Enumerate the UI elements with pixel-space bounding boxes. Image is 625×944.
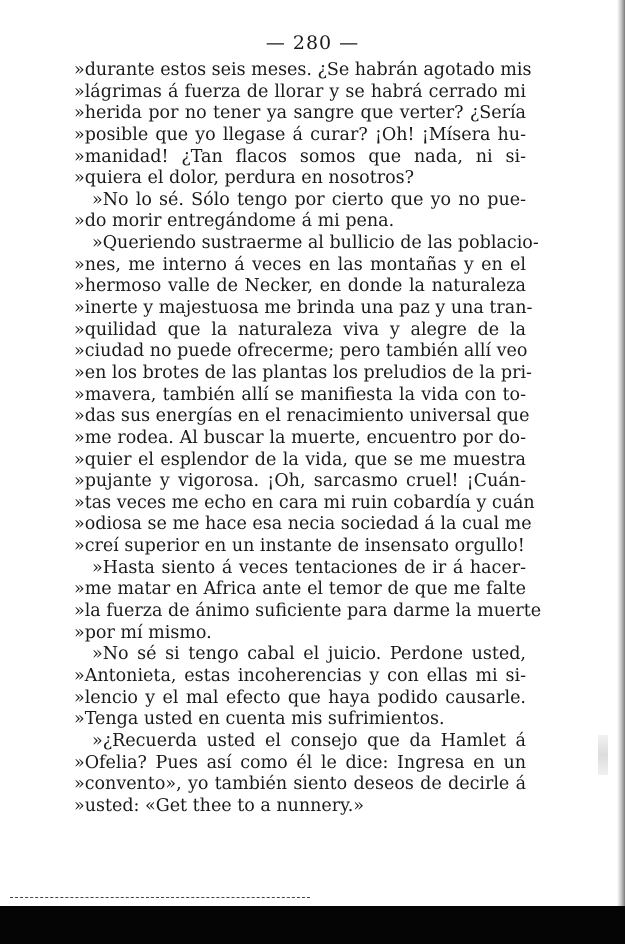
text-line: »quier el esplendor de la vida, que se me muestra xyxy=(74,449,526,470)
text-line: »en los brotes de las plantas los preludios de la pri- xyxy=(74,362,532,383)
text-line: »quilidad que la naturaleza viva y alegre de la xyxy=(74,319,526,340)
text-line: »odiosa se me hace esa necia sociedad á la cual me xyxy=(74,514,532,535)
page-edge-shadow xyxy=(617,0,625,906)
text-line: »usted: «Get thee to a nunnery.» xyxy=(74,795,364,816)
scan-border xyxy=(0,906,625,944)
text-line: »posible que yo llegase á curar? ¡Oh! ¡Mísera hu- xyxy=(74,124,526,145)
text-line: »inerte y majestuosa me brinda una paz y una tran- xyxy=(74,298,533,319)
letter-text xyxy=(74,60,542,817)
text-line: »hermoso valle de Necker, en donde la naturaleza xyxy=(74,276,526,297)
text-line: »la fuerza de ánimo suficiente para darme la muerte xyxy=(74,601,542,622)
text-line: »No sé si tengo cabal el juicio. Perdone usted, xyxy=(92,644,526,665)
text-line: »lencio y el mal efecto que haya podido causarle. xyxy=(74,687,526,708)
text-line: »me matar en Africa ante el temor de que me falte xyxy=(74,579,526,600)
scan-smudge xyxy=(598,735,608,775)
text-line: »Hasta siento á veces tentaciones de ir á hacer- xyxy=(92,557,526,578)
text-line: »ciudad no puede ofrecerme; pero también allí veo xyxy=(74,341,528,362)
text-line: »herida por no tener ya sangre que verter? ¿Sería xyxy=(74,103,526,124)
text-line: »manidad! ¿Tan flacos somos que nada, ni si- xyxy=(74,146,526,167)
text-line: »creí superior en un instante de insensato orgullo! xyxy=(74,536,525,557)
text-line: »pujante y vigorosa. ¡Oh, sarcasmo cruel! ¡Cuán- xyxy=(74,471,526,492)
text-line: »do morir entregándome á mi pena. xyxy=(74,211,395,232)
text-line: »Tenga usted en cuenta mis sufrimientos. xyxy=(74,709,445,730)
text-line: »Queriendo sustraerme al bullicio de las poblacio- xyxy=(92,233,539,254)
text-line: »tas veces me echo en cara mi ruin cobardía y cuán xyxy=(74,492,535,513)
scan-artifact-line xyxy=(10,897,310,901)
text-line: »Ofelia? Pues así como él le dice: Ingresa en un xyxy=(74,752,526,773)
text-line: »No lo sé. Sólo tengo por cierto que yo no pue- xyxy=(92,189,526,210)
text-line: »¿Recuerda usted el consejo que da Hamlet á xyxy=(92,730,526,751)
text-line: »convento», yo también siento deseos de decirle á xyxy=(74,774,526,795)
text-line: »das sus energías en el renacimiento universal que xyxy=(74,406,530,427)
text-line: »por mí mismo. xyxy=(74,622,212,643)
text-line: »quiera el dolor, perdura en nosotros? xyxy=(74,168,415,189)
text-line: »mavera, también allí se manifiesta la vida con to- xyxy=(74,384,526,405)
text-line: »lágrimas á fuerza de llorar y se habrá cerrado mi xyxy=(74,81,526,102)
text-line: »durante estos seis meses. ¿Se habrán agotado mis xyxy=(74,60,532,80)
text-line: »me rodea. Al buscar la muerte, encuentro por do- xyxy=(74,427,526,448)
text-line: »nes, me interno á veces en las montañas y en el xyxy=(74,254,526,275)
text-line: »Antonieta, estas incoherencias y con ellas mi si- xyxy=(74,665,526,686)
page-number: — 280 — xyxy=(265,32,360,54)
